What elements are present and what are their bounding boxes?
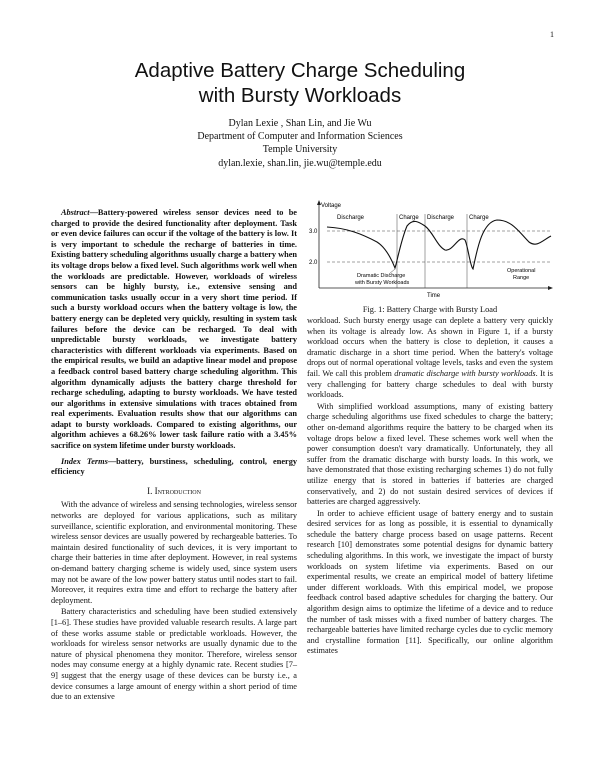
intro-paragraph-1: With the advance of wireless and sensing technologies, wireless sensor networks are deployed for various applications, such as military surveillance, scientific exploration, and environmental monitoring. These wireless sensor devices are usually powered by rechargeable batteries. To maintain desired functionality of such devices, it is very important to charge their batteries in time after deployment. However, in real systems on-demand battery charging scheme is widely used, since system users may not be aware of the low power battery status until nodes start to fail. Moreover, it requires extra time and effort to recharge the battery after deployment. bbox=[51, 500, 297, 605]
figure-label-2v: 2.0 bbox=[309, 260, 318, 266]
author-names: Dylan Lexie , Shan Lin, and Jie Wu bbox=[228, 118, 372, 129]
figure-label-operational-1: Operational bbox=[507, 268, 536, 274]
paper-title bbox=[0, 58, 600, 108]
right-column bbox=[307, 316, 553, 658]
figure-label-dramatic-2: with Bursty Workloads bbox=[355, 280, 410, 286]
abstract-text: —Battery-powered wireless sensor devices need to be charged to provide the desired functionality after deployment. Task or even device failures can occur if the voltage of the battery is low. It is very important to schedule the recharge of batteries in time. Existing battery scheduling algorithms usually charge a battery when its voltage drops below a fixed level. Such algorithms work well when the workloads are predictable. However, workloads of wireless sensors can be highly bursty, i.e., extensive sensing and communication tasks usually occur in a very short time period. If such a bursty workload occurs when the battery voltage is low, the battery energy can be depleted very quickly, resulting in system task failures before the device can be recharged. To deal with unpredictable bursty workloads, we investigate battery characteristics with different workloads via experiments. Based on the empirical results, we build an adaptive linear model and propose a feedback control based battery charge scheduling algorithm. This algorithm dynamically adjusts the battery charge threshold for recharge scheduling, adapting to bursty workloads. We have tested our algorithms in extensive simulations with traces obtained from real experiments. Evaluation results show that our algorithms can adapt to bursty workloads. Compared to existing algorithms, our algorithm achieves a 68.26% lower task failure ratio with a 3.45% sacrifice on system lifetime under bursty workloads. bbox=[51, 208, 297, 451]
intro-paragraph-2: Battery characteristics and scheduling have been studied extensively [1–6]. These studies have provided valuable research results. A large part of these works assume stable or predictable workloads. However, the workloads for wireless sensor networks are usually dynamic due to the nature of physical phenomena they monitor. Therefore, wireless sensor nodes may consume energy at a highly dynamic rate. Recent studies [7–9] suggest that the energy usage of these devices can be bursty i.e., a device consumes a large amount of energy within a short period of time due to an extensive bbox=[51, 607, 297, 702]
title-line-1: Adaptive Battery Charge Scheduling bbox=[134, 59, 466, 82]
figure-label-discharge-2: Discharge bbox=[427, 215, 455, 221]
figure-x-arrow bbox=[548, 286, 553, 290]
figure-label-operational-2: Range bbox=[513, 275, 530, 281]
section-heading-introduction: I. Introduction bbox=[147, 485, 201, 496]
index-terms-text: —battery, burstiness, scheduling, control, energy efficiency bbox=[51, 456, 297, 477]
figure-caption: Fig. 1: Battery Charge with Bursty Load bbox=[362, 305, 498, 314]
right-paragraph-1-end: . It is very challenging for battery charge schedules to deal with bursty workloads. bbox=[307, 368, 554, 400]
figure-label-discharge-1: Discharge bbox=[337, 215, 365, 221]
right-paragraph-3: In order to achieve efficient usage of battery energy and to sustain desired services for as long as possible, it is essential to dynamically schedule the battery charge process based on usage patterns. Recent research [10] demonstrates some potential designs for dynamic battery scheduling algorithms. In this work, we investigate the impact of bursty workloads on system lifetime via experiments. Based on our experimental results, we create an empirical model of battery lifetime under different workloads. With this empirical model, we propose feedback control based adaptive schedules for charging the battery. Our algorithm design aims to optimize the lifetime of a device and to reduce the number of task misses with a fixed number of battery charges. The rechargeable batteries have limited recharge cycles due to cyclic memory and crystalline formation [11]. Specifically, our online algorithm estimates bbox=[307, 508, 553, 656]
author-block bbox=[0, 117, 600, 170]
figure-x-label: Time bbox=[427, 293, 441, 299]
figure-label-charge-2: Charge bbox=[469, 215, 489, 221]
author-emails: dylan.lexie, shan.lin, jie.wu@temple.edu bbox=[218, 157, 382, 169]
right-paragraph-1 bbox=[307, 316, 553, 401]
right-paragraph-1-start: workload. Such bursty energy usage can deplete a battery very quickly when its voltage is already low. As shown in Figure 1, if a bursty workload occurs when the battery is close to depletion, it causes a dramatic discharge in a short time period. When the battery's voltage drops out of normal operational voltage levels, tasks and even the system fail. We call this problem bbox=[307, 316, 553, 378]
index-terms bbox=[51, 457, 297, 478]
left-column bbox=[51, 208, 297, 704]
figure-label-charge-1: Charge bbox=[399, 215, 419, 221]
right-paragraph-1-emphasis: dramatic discharge with bursty workloads bbox=[394, 368, 536, 378]
figure-voltage-curve bbox=[327, 220, 551, 269]
right-paragraph-2: With simplified workload assumptions, many of existing battery charge scheduling algorithms use fixed schedules to charge the battery; other on-demand algorithms require the battery to be charged when its voltage drops below a fixed level. These schemes work well when the power consumption doesn't vary dramatically. Unfortunately, they all suffer from the dramatic discharge with bursty loads. In this work, we have demonstrated that those existing recharging schemes 1) do not fully utilize energy that is stored in batteries if batteries are charged conservatively, and 2) do not sustain desired services of devices if batteries are charged aggressively. bbox=[307, 401, 553, 507]
battery-charge-figure bbox=[307, 200, 553, 300]
author-department: Department of Computer and Information Sciences bbox=[197, 131, 403, 143]
figure-label-3v: 3.0 bbox=[309, 229, 318, 235]
figure-label-dramatic-1: Dramatic Discharge bbox=[357, 273, 406, 279]
abstract-label: Abstract bbox=[61, 208, 90, 217]
author-university: Temple University bbox=[262, 144, 338, 156]
abstract bbox=[51, 208, 297, 452]
index-terms-label: Index Terms bbox=[61, 456, 108, 466]
figure-y-label: Voltage bbox=[321, 203, 342, 209]
title-line-2: with Bursty Workloads bbox=[198, 84, 402, 107]
page-number: 1 bbox=[550, 30, 554, 39]
